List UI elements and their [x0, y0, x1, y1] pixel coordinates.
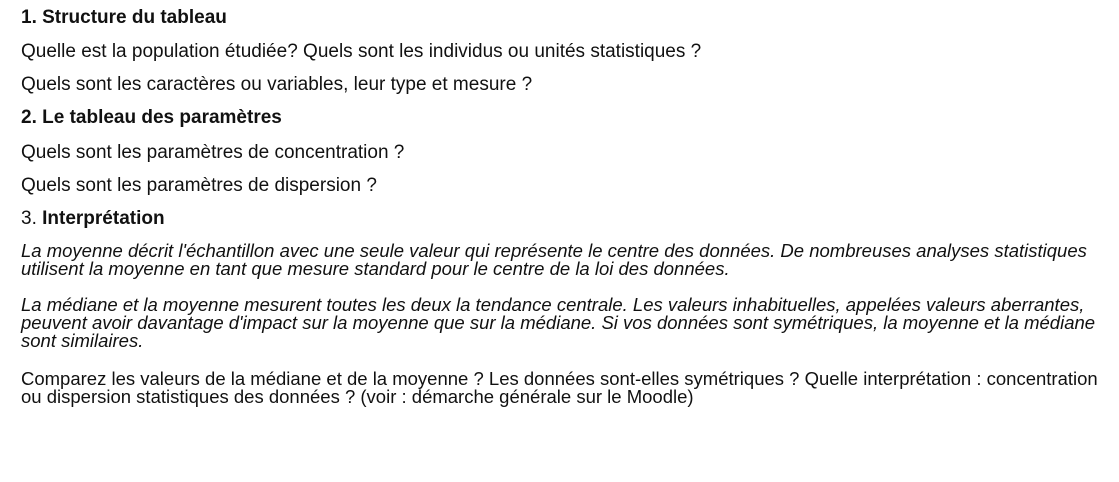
- paragraph-moyenne: La moyenne décrit l'échantillon avec une seule valeur qui représente le centre des données. De nombreuses analyses statistiques utilisent la moyenne en tant que mesure standard pour le centre de la loi des données.: [21, 240, 1087, 279]
- section-1-question-variables: Quels sont les caractères ou variables, leur type et mesure ?: [21, 74, 533, 95]
- section-3-number: 3.: [21, 208, 43, 229]
- section-1-heading: 1. Structure du tableau: [21, 7, 227, 28]
- paragraph-mediane: La médiane et la moyenne mesurent toutes les deux la tendance centrale. Les valeurs inhabituelles, appelées valeurs aberrantes, peuvent avoir davantage d'impact sur la moyenne que sur la médiane. Si vos données sont symétriques, la moyenne et la médiane sont similaires.: [21, 294, 1096, 351]
- section-3-title: Interprétation: [42, 208, 165, 229]
- paragraph-comparaison: Comparez les valeurs de la médiane et de la moyenne ? Les données sont-elles symétriques ? Quelle interprétation : concentration ou dispersion statistiques des données ? (voir : démarche générale sur le Moodle): [21, 368, 1098, 407]
- section-2-question-concentration: Quels sont les paramètres de concentration ?: [21, 142, 405, 163]
- section-3-heading: [21, 207, 165, 231]
- section-2-question-dispersion: Quels sont les paramètres de dispersion ?: [21, 175, 377, 196]
- section-2-heading: 2. Le tableau des paramètres: [21, 107, 282, 128]
- section-1-question-population: Quelle est la population étudiée? Quels sont les individus ou unités statistiques ?: [21, 41, 702, 62]
